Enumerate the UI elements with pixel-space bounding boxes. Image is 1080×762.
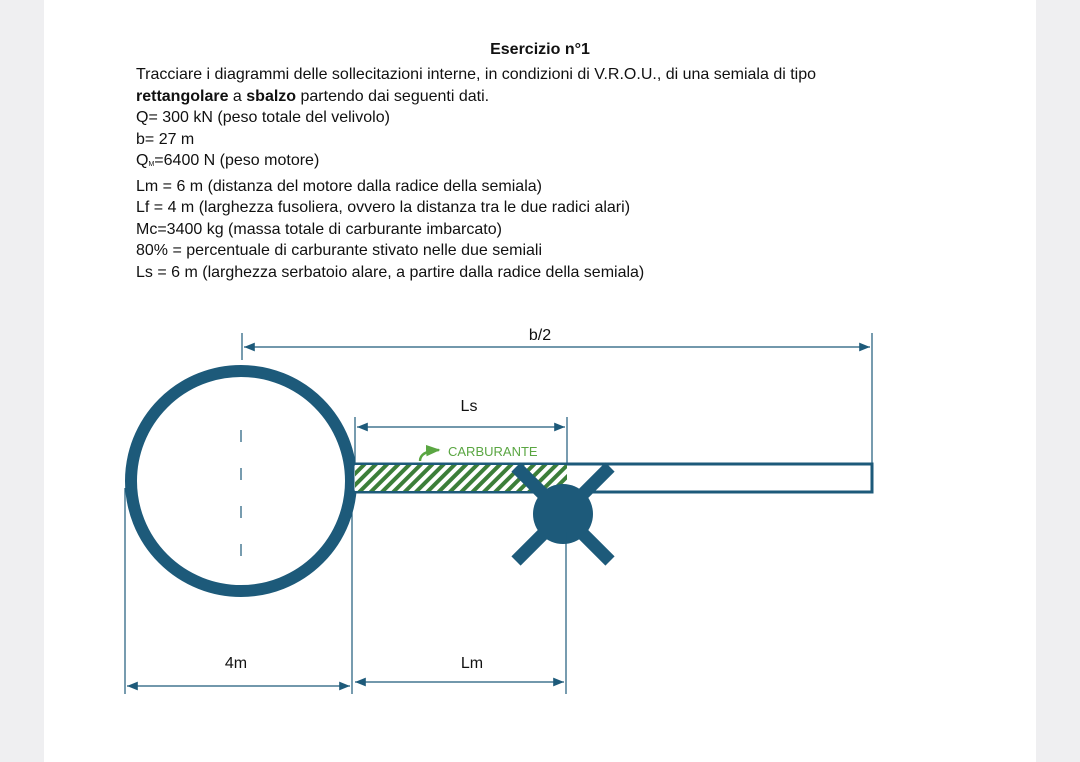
label-4m: 4m bbox=[224, 655, 248, 672]
label-ls: Ls bbox=[460, 398, 478, 415]
qm-symbol: Q bbox=[136, 152, 149, 169]
qm-rest: =6400 N (peso motore) bbox=[154, 152, 320, 169]
data-pct: 80% = percentuale di carburante stivato nelle due semiali bbox=[136, 242, 543, 259]
fuselage-circle bbox=[131, 371, 351, 591]
exercise-title: Esercizio n°1 bbox=[490, 41, 590, 58]
qm-subscript: M bbox=[148, 161, 155, 168]
dimension-lm bbox=[355, 532, 566, 694]
data-ls: Ls = 6 m (larghezza serbatoio alare, a partire dalla radice della semiala) bbox=[136, 263, 645, 281]
label-carburante: CARBURANTE bbox=[448, 444, 538, 459]
data-q: Q= 300 kN (peso totale del velivolo) bbox=[136, 109, 390, 126]
intro-mid: a bbox=[228, 87, 247, 105]
intro-bold-sbalzo: sbalzo bbox=[246, 87, 297, 105]
data-lf: Lf = 4 m (larghezza fusoliera, ovvero la distanza tra le due radici alari) bbox=[136, 199, 631, 216]
intro-line-1: Tracciare i diagrammi delle sollecitazioni interne, in condizioni di V.R.O.U., di una semiala di tipo bbox=[136, 66, 817, 83]
label-b2: b/2 bbox=[528, 327, 552, 344]
intro-bold-rettangolare: rettangolare bbox=[136, 87, 229, 105]
data-lm: Lm = 6 m (distanza del motore dalla radice della semiala) bbox=[136, 177, 542, 195]
data-b: b= 27 m bbox=[136, 130, 195, 148]
intro-rest: partendo dai seguenti dati. bbox=[296, 87, 490, 105]
fuel-arrow-icon bbox=[420, 450, 439, 461]
label-lm: Lm bbox=[460, 655, 484, 672]
data-mc: Mc=3400 kg (massa totale di carburante imbarcato) bbox=[136, 220, 502, 238]
